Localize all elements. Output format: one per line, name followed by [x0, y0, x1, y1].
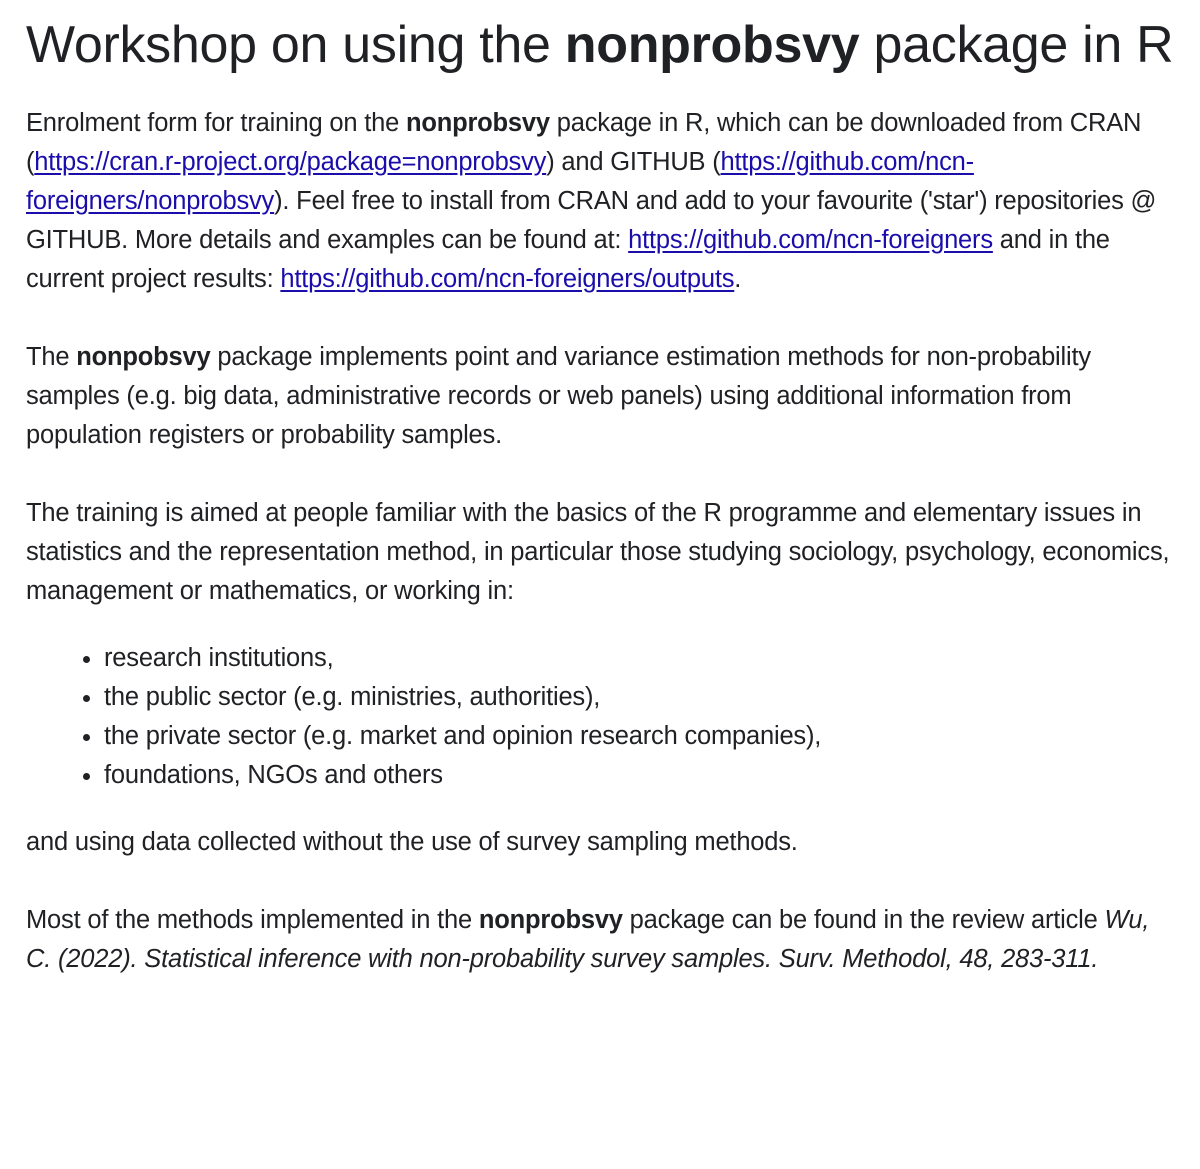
list-item: • the public sector (e.g. ministries, authorities), [104, 678, 1176, 717]
paragraph-text: Most of the methods implemented in the [26, 906, 479, 934]
list-item: • the private sector (e.g. market and opinion research companies), [104, 717, 1176, 756]
data-usage-paragraph: and using data collected without the use of survey sampling methods. [26, 828, 798, 856]
package-name: nonprobsvy [478, 906, 623, 934]
paragraph-text: The [26, 343, 77, 371]
title-text: Workshop on using the [26, 16, 565, 74]
title-package-name: nonprobsvy [564, 16, 860, 74]
list-item: • foundations, NGOs and others [104, 756, 1176, 795]
description-body [26, 104, 1176, 979]
package-name: nonprobsvy [405, 109, 550, 137]
cran-link[interactable]: https://cran.r-project.org/package=nonprobsvy [34, 148, 547, 176]
intro-text: ). Feel free to install from CRAN and add to your favourite ('star') repositories @ GITHUB. More details and examples can be found at: [26, 187, 1157, 254]
title-text-suffix: package in R [859, 16, 1174, 74]
paragraph-text: package can be found in the review article [622, 906, 1105, 934]
intro-text: . [734, 265, 742, 293]
package-description-paragraph [26, 338, 1176, 455]
list-item: • research institutions, [104, 639, 1176, 678]
package-name: nonpobsvy [76, 343, 211, 371]
github-package-link[interactable]: https://github.com/ncn-foreigners/nonprobsvy [26, 148, 974, 215]
intro-text: package in R, which can be downloaded from CRAN ( [26, 109, 1142, 176]
page-title [26, 0, 1176, 76]
github-org-link[interactable]: https://github.com/ncn-foreigners [628, 226, 993, 254]
audience-list [26, 639, 1176, 795]
citation: Wu, C. (2022). Statistical inference with non-probability survey samples. Surv. Methodol, 48, 283-311. [26, 906, 1150, 973]
intro-text: and in the current project results: [26, 226, 1110, 293]
intro-text: Enrolment form for training on the [26, 109, 406, 137]
paragraph-text: package implements point and variance estimation methods for non-probability samples (e.g. big data, administrative records or web panels) using additional information from population registers or probability samples. [26, 343, 1091, 449]
intro-paragraph [26, 104, 1176, 299]
intro-text: ) and GITHUB ( [546, 148, 721, 176]
audience-paragraph: The training is aimed at people familiar with the basics of the R programme and elementary issues in statistics and the representation method, in particular those studying sociology, psychology, economics, management or mathematics, or working in: [26, 499, 1170, 605]
methods-reference-paragraph [26, 901, 1176, 979]
github-outputs-link[interactable]: https://github.com/ncn-foreigners/outputs [280, 265, 735, 293]
